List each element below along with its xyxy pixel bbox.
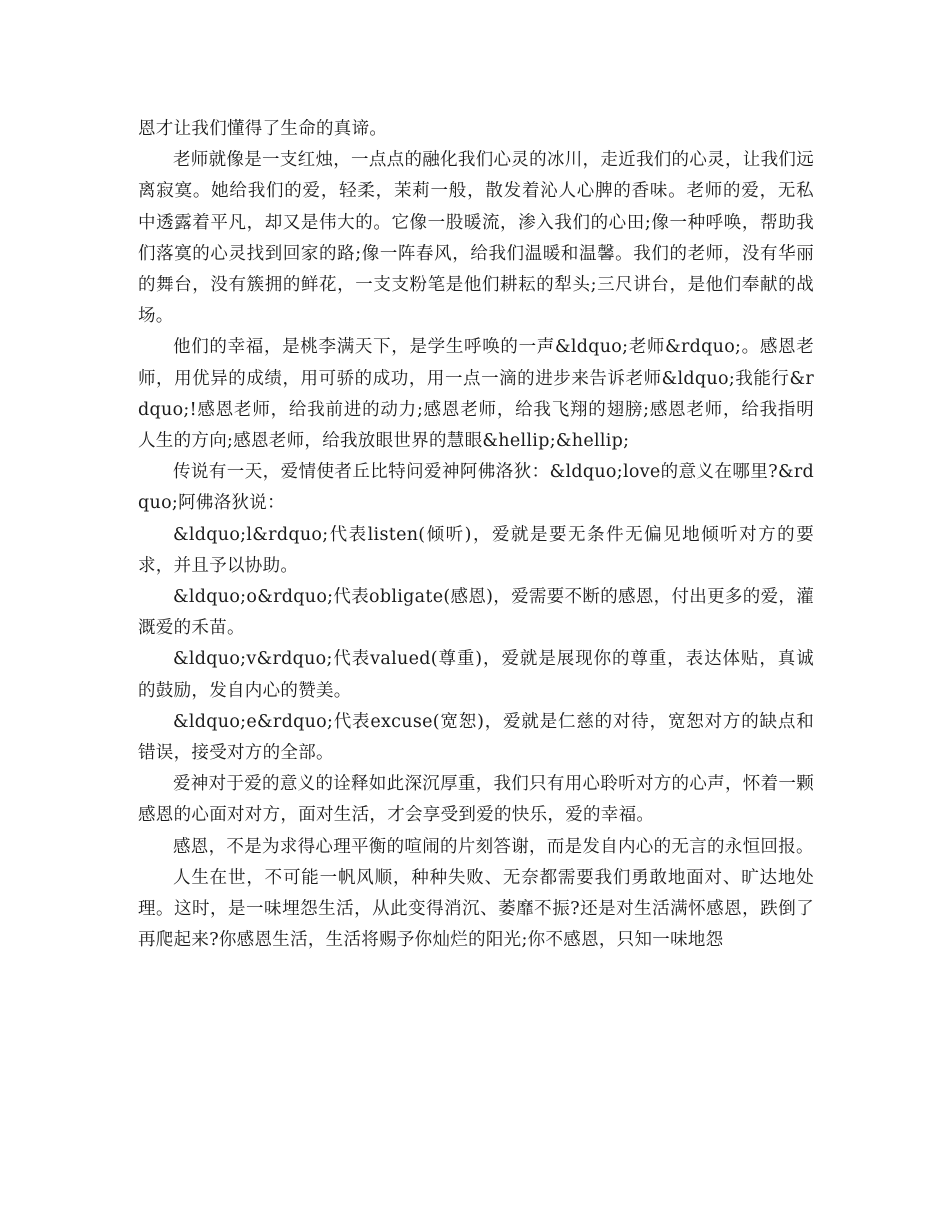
paragraph-love-l: &ldquo;l&rdquo;代表listen(倾听)，爱就是要无条件无偏见地倾听对方的要求，并且予以协助。 [138,524,814,576]
paragraph-gratitude-definition: 感恩，不是为求得心理平衡的喧闹的片刻答谢，而是发自内心的无言的永恒回报。 [173,836,814,857]
paragraph-love-v: &ldquo;v&rdquo;代表valued(尊重)，爱就是展现你的尊重，表达体贴，真诚的鼓励，发自内心的赞美。 [138,649,814,701]
paragraph-life-gratitude: 人生在世，不可能一帆风顺，种种失败、无奈都需要我们勇敢地面对、旷达地处理。这时，是一味埋怨生活，从此变得消沉、萎靡不振?还是对生活满怀感恩，跌倒了再爬起来?你感恩生活，生活将赐予你灿烂的阳光;你不感恩，只知一味地怨 [138,867,814,951]
paragraph-cupid-legend: 传说有一天，爱情使者丘比特问爱神阿佛洛狄：&ldquo;love的意义在哪里?&rdquo;阿佛洛狄说： [138,462,814,514]
paragraph-teacher-gratitude: 他们的幸福，是桃李满天下，是学生呼唤的一声&ldquo;老师&rdquo;。感恩老师，用优异的成绩，用可骄的成功，用一点一滴的进步来告诉老师&ldquo;我能行&rdquo;!感恩老师，给我前进的动力;感恩老师，给我飞翔的翅膀;感恩老师，给我指明人生的方向;感恩老师，给我放眼世界的慧眼&hellip;&hellip; [138,337,814,452]
paragraph-love-meaning: 爱神对于爱的意义的诠释如此深沉厚重，我们只有用心聆听对方的心声，怀着一颗感恩的心面对对方，面对生活，才会享受到爱的快乐，爱的幸福。 [138,774,814,826]
paragraph-love-o: &ldquo;o&rdquo;代表obligate(感恩)，爱需要不断的感恩，付出更多的爱，灌溉爱的禾苗。 [138,587,814,639]
paragraph-teacher-candle: 老师就像是一支红烛，一点点的融化我们心灵的冰川，走近我们的心灵，让我们远离寂寞。她给我们的爱，轻柔，茉莉一般，散发着沁人心脾的香味。老师的爱，无私中透露着平凡，却又是伟大的。它像一股暖流，渗入我们的心田;像一种呼唤，帮助我们落寞的心灵找到回家的路;像一阵春风，给我们温暖和温馨。我们的老师，没有华丽的舞台，没有簇拥的鲜花，一支支粉笔是他们耕耘的犁头;三尺讲台，是他们奉献的战场。 [138,150,814,327]
paragraph-love-e: &ldquo;e&rdquo;代表excuse(宽恕)，爱就是仁慈的对待，宽恕对方的缺点和错误，接受对方的全部。 [138,711,814,764]
paragraph-continuation: 恩才让我们懂得了生命的真谛。 [138,119,388,139]
document-body [138,114,814,956]
